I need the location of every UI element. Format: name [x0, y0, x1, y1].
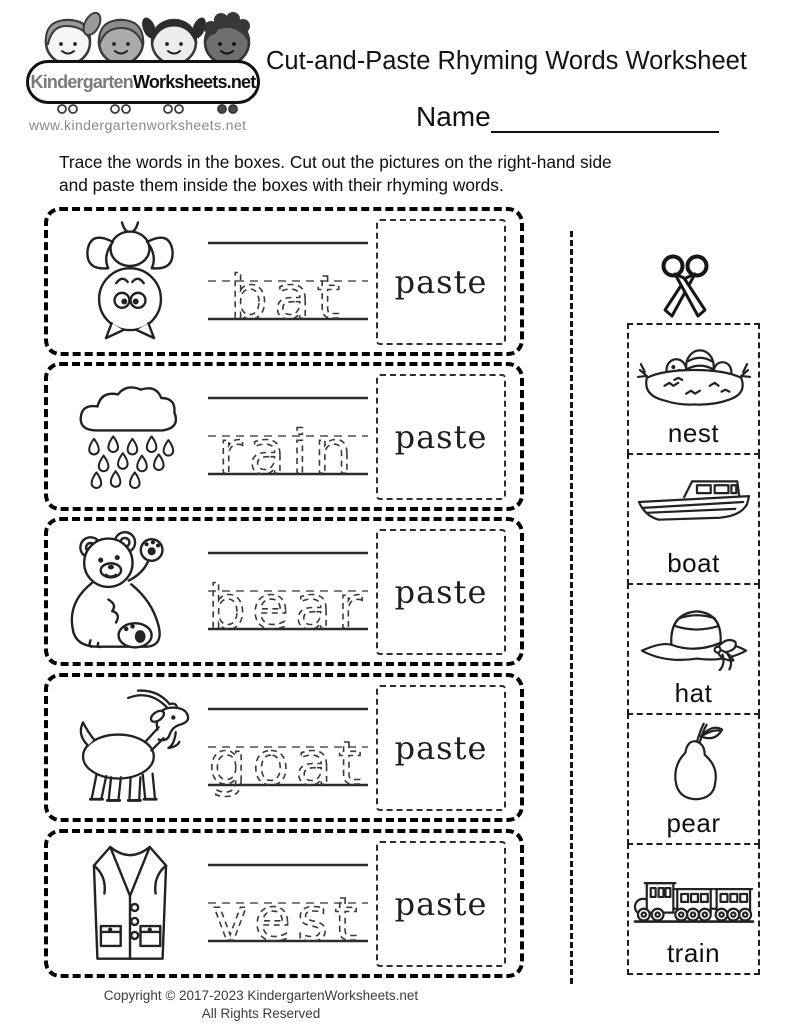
name-label: Name	[416, 101, 491, 132]
trace-word-vest: vest	[212, 884, 364, 955]
instructions	[59, 151, 759, 196]
footer-copyright: Copyright © 2017-2023 KindergartenWorksheets.net	[103, 988, 419, 1003]
instructions-line-1: Trace the words in the boxes. Cut out the pictures on the right-hand side	[59, 152, 612, 172]
cut-card-pear	[627, 713, 760, 845]
trace-row-vest	[44, 829, 524, 978]
trace-row-goat	[44, 673, 524, 822]
cut-cards-column	[627, 323, 760, 975]
paste-label: paste	[394, 728, 488, 767]
brand-name-black: Worksheets.net	[132, 71, 256, 92]
name-field	[416, 101, 719, 133]
logo-banner	[26, 60, 260, 104]
nest-illustration	[635, 334, 753, 410]
website-url: www.kindergartenworksheets.net	[29, 117, 247, 133]
instructions-line-2: and paste them inside the boxes with their rhyming words.	[59, 174, 504, 195]
trace-area-bear	[206, 545, 376, 643]
card-label-pear: pear	[666, 808, 721, 838]
paste-label: paste	[394, 262, 488, 301]
bat-illustration	[71, 219, 189, 345]
vest-illustration	[77, 840, 183, 968]
trace-row-bear	[44, 517, 524, 666]
paste-box-bear	[376, 529, 506, 655]
trace-word-goat: goat	[208, 728, 368, 799]
vertical-cut-line	[570, 231, 573, 984]
goat-illustration	[59, 687, 201, 809]
hat-illustration	[636, 593, 752, 671]
paste-box-bat	[376, 219, 506, 345]
trace-area-goat	[206, 701, 376, 799]
rain-cloud-illustration	[69, 380, 191, 494]
cut-card-hat	[627, 583, 760, 715]
card-label-nest: nest	[667, 418, 720, 448]
cut-card-boat	[627, 453, 760, 585]
trace-word-rain: rain	[217, 417, 359, 488]
trace-area-bat	[206, 235, 376, 333]
pear-illustration	[659, 716, 729, 808]
trace-area-vest	[206, 857, 376, 955]
paste-label: paste	[394, 417, 488, 456]
brand-name-gray: Kindergarten	[30, 71, 133, 92]
bear-illustration	[60, 528, 200, 656]
paste-label: paste	[394, 572, 488, 611]
name-write-line	[491, 101, 719, 133]
card-label-hat: hat	[674, 678, 713, 708]
train-illustration	[633, 857, 755, 927]
trace-word-bat: bat	[229, 262, 347, 333]
paste-box-rain	[376, 374, 506, 500]
trace-word-bear: bear	[207, 572, 369, 643]
trace-row-rain	[44, 362, 524, 511]
footer	[0, 987, 522, 1022]
paste-box-vest	[376, 841, 506, 967]
trace-row-bat	[44, 207, 524, 356]
cut-card-nest	[627, 323, 760, 455]
scissors-icon	[652, 253, 718, 323]
boat-illustration	[635, 471, 753, 533]
worksheet-title: Cut-and-Paste Rhyming Words Worksheet	[266, 47, 747, 75]
paste-label: paste	[394, 884, 488, 923]
cut-card-train	[627, 843, 760, 975]
card-label-train: train	[666, 938, 721, 968]
card-label-boat: boat	[667, 548, 720, 578]
footer-rights: All Rights Reserved	[201, 1005, 321, 1021]
trace-area-rain	[206, 390, 376, 488]
paste-box-goat	[376, 685, 506, 811]
